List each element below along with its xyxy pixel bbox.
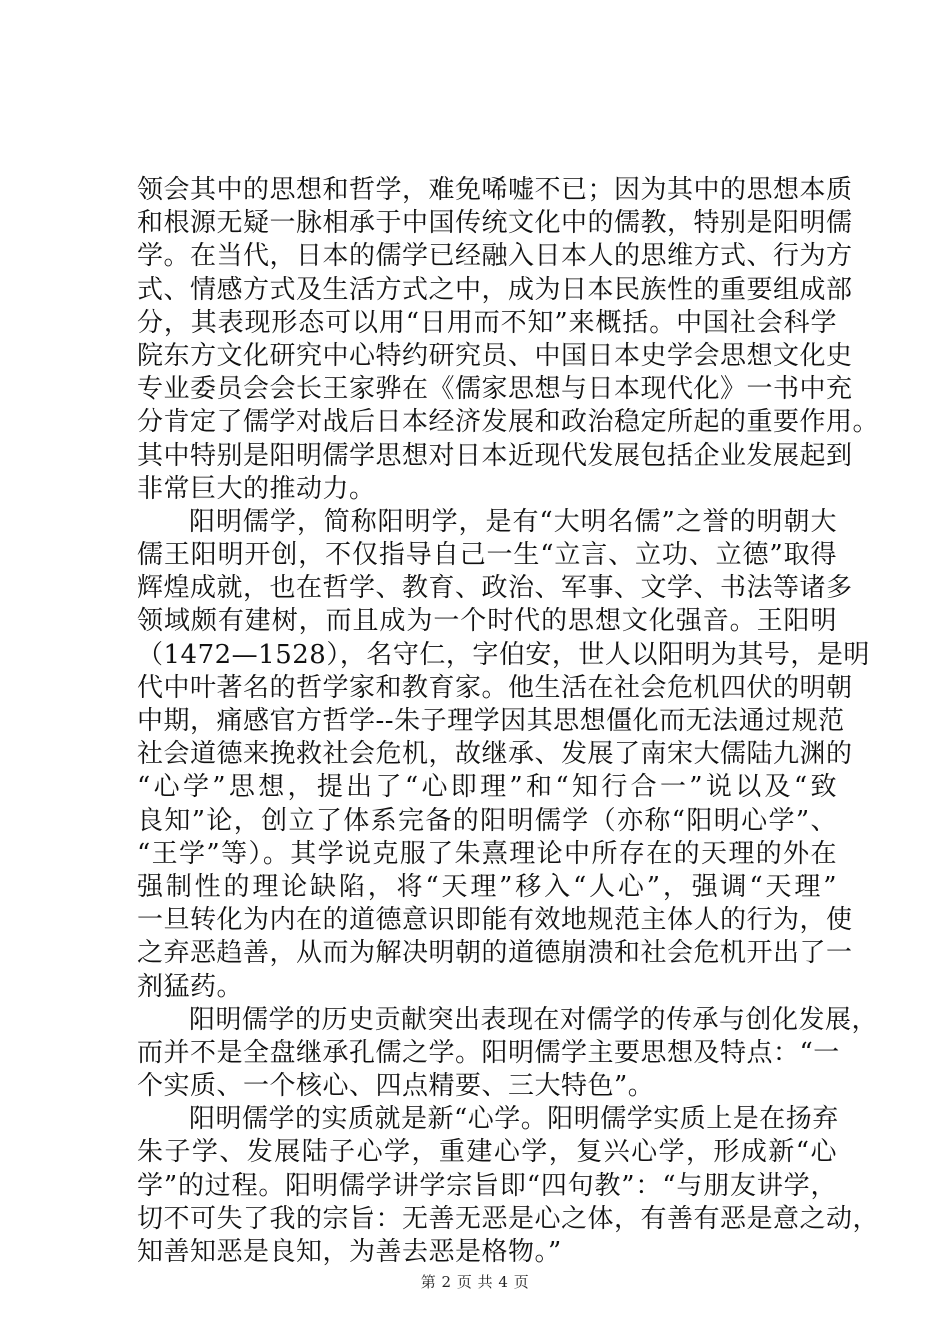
text-line: 阳明儒学的历史贡献突出表现在对儒学的传承与创化发展， xyxy=(189,1004,879,1035)
text-line: “心学”思想，提出了“心即理”和“知行合一”说以及“致 xyxy=(137,772,837,803)
text-line: 朱子学、发展陆子心学，重建心学，复兴心学，形成新“心 xyxy=(137,1137,837,1168)
text-line: 阳明儒学，简称阳明学，是有“大明名儒”之誉的明朝大 xyxy=(189,506,837,537)
text-line: 中期，痛感官方哲学--朱子理学因其思想僵化而无法通过规范 xyxy=(137,706,845,736)
text-line: 社会道德来挽救社会危机，故继承、发展了南宋大儒陆九渊的 xyxy=(137,739,853,770)
text-line: 切不可失了我的宗旨：无善无恶是心之体，有善有恶是意之动， xyxy=(137,1203,880,1234)
body-text xyxy=(137,174,880,1269)
page-number-footer: 第 2 页 共 4 页 xyxy=(420,1273,530,1291)
text-line: 良知”论，创立了体系完备的阳明儒学（亦称“阳明心学”、 xyxy=(137,805,837,836)
text-line: 其中特别是阳明儒学思想对日本近现代发展包括企业发展起到 xyxy=(137,440,853,471)
text-line: 分，其表现形态可以用“日用而不知”来概括。中国社会科学 xyxy=(137,307,837,338)
text-line: 儒王阳明开创，不仅指导自己一生“立言、立功、立德”取得 xyxy=(137,540,837,571)
text-line: 一旦转化为内在的道德意识即能有效地规范主体人的行为，使 xyxy=(137,905,853,936)
text-line: 分肯定了儒学对战后日本经济发展和政治稳定所起的重要作用。 xyxy=(137,407,880,438)
text-line: （1472—1528），名守仁，字伯安，世人以阳明为其号，是明 xyxy=(137,639,870,670)
text-line: 非常巨大的推动力。 xyxy=(137,473,376,504)
text-line: 学。在当代，日本的儒学已经融入日本人的思维方式、行为方 xyxy=(137,241,853,272)
text-line: 阳明儒学的实质就是新“心学。阳明儒学实质上是在扬弃 xyxy=(189,1104,839,1135)
text-line: 知善知恶是良知，为善去恶是格物。” xyxy=(137,1237,562,1267)
text-line: 学”的过程。阳明儒学讲学宗旨即“四句教”：“与朋友讲学， xyxy=(137,1170,837,1201)
text-line: 辉煌成就，也在哲学、教育、政治、军事、文学、书法等诸多 xyxy=(137,573,853,604)
text-line: 领域颇有建树，而且成为一个时代的思想文化强音。王阳明 xyxy=(137,606,837,637)
text-line: 专业委员会会长王家骅在《儒家思想与日本现代化》一书中充 xyxy=(137,374,853,405)
text-line: 个实质、一个核心、四点精要、三大特色”。 xyxy=(137,1071,655,1102)
text-line: “王学”等）。其学说克服了朱熹理论中所存在的天理的外在 xyxy=(137,838,837,869)
text-line: 之弃恶趋善，从而为解决明朝的道德崩溃和社会危机开出了一 xyxy=(137,938,853,969)
text-line: 领会其中的思想和哲学，难免唏嘘不已；因为其中的思想本质 xyxy=(137,175,853,205)
text-line: 剂猛药。 xyxy=(137,971,244,1002)
text-line: 和根源无疑一脉相承于中国传统文化中的儒教，特别是阳明儒 xyxy=(137,208,853,239)
text-line: 式、情感方式及生活方式之中，成为日本民族性的重要组成部 xyxy=(137,274,853,305)
text-line: 强制性的理论缺陷，将“天理”移入“人心”，强调“天理” xyxy=(137,871,837,902)
text-line: 代中叶著名的哲学家和教育家。他生活在社会危机四伏的明朝 xyxy=(137,672,853,703)
text-line: 而并不是全盘继承孔儒之学。阳明儒学主要思想及特点：“一 xyxy=(137,1037,840,1068)
text-line: 院东方文化研究中心特约研究员、中国日本史学会思想文化史 xyxy=(137,340,853,371)
